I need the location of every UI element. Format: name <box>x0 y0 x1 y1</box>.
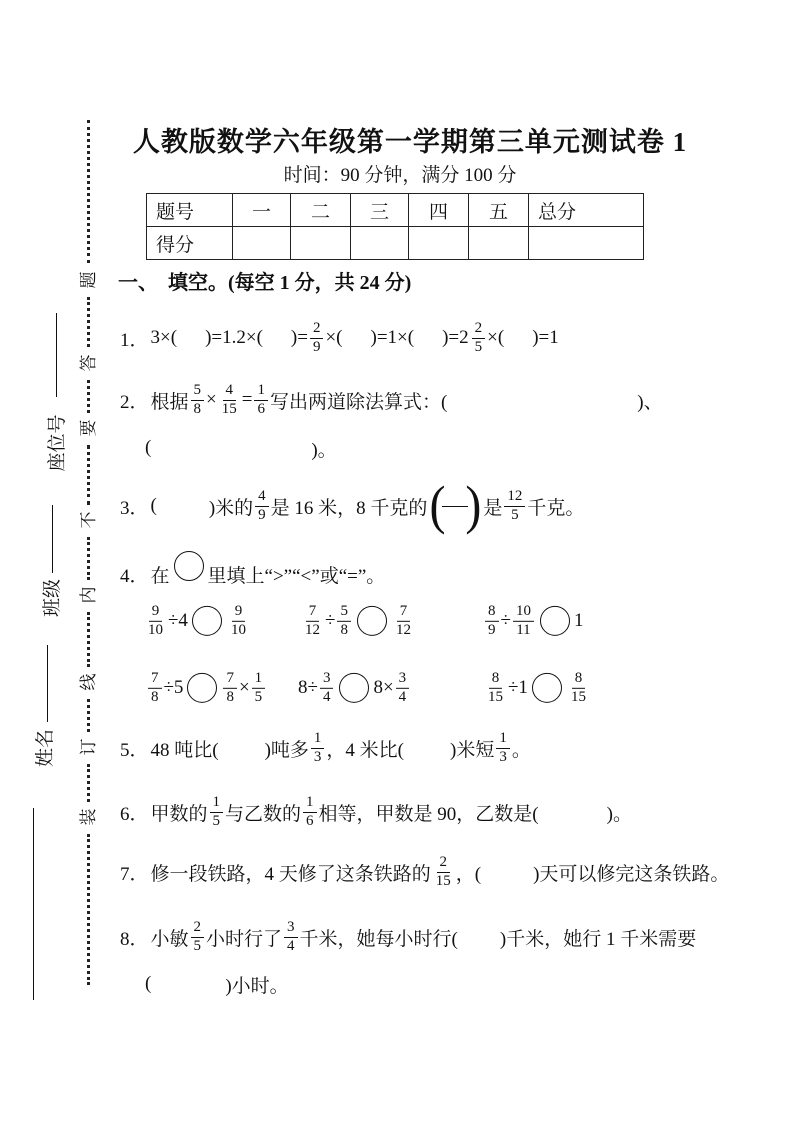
question-3 <box>120 475 585 536</box>
compare-circle[interactable] <box>174 551 204 581</box>
fraction: $\frac{3}{4}$ <box>318 670 336 706</box>
math-text: 甲数的 <box>150 803 208 825</box>
binding-line-char: 内 <box>79 586 98 604</box>
fraction: $\frac{1}{3}$ <box>309 730 327 766</box>
fraction: $\frac{10}{11}$ <box>511 603 536 639</box>
answer-blank[interactable] <box>504 325 532 351</box>
question-number: 2． <box>120 391 149 413</box>
question-5 <box>120 722 531 774</box>
answer-blank[interactable] <box>458 924 500 950</box>
math-text: × <box>206 389 217 410</box>
class-blank-line[interactable] <box>52 505 53 573</box>
binding-line-segment <box>87 445 90 505</box>
math-text: ÷1 <box>508 677 528 698</box>
math-text: × <box>238 677 250 698</box>
compare-circle[interactable] <box>532 673 562 703</box>
math-text: 千克。 <box>527 497 585 519</box>
math-text: 8× <box>373 677 394 698</box>
math-text: ÷4 <box>168 610 188 631</box>
question-number: 1． <box>120 329 149 351</box>
score-header-cell: 总分 <box>529 194 644 227</box>
binding-line-char: 不 <box>79 511 98 529</box>
fraction: $\frac{4}{9}$ <box>253 488 271 524</box>
question-4-row-1 <box>143 595 703 647</box>
binding-line-char: 要 <box>79 419 98 437</box>
page-subtitle: 时间：90 分钟，满分 100 分 <box>283 165 517 186</box>
binding-line-segment <box>87 537 90 580</box>
answer-blank[interactable] <box>151 435 311 461</box>
math-text: 与乙数的 <box>225 803 302 825</box>
fraction: $\frac{5}{8}$ <box>189 382 207 418</box>
big-paren: ( <box>429 475 446 536</box>
score-entry-cell[interactable] <box>469 227 529 260</box>
compare-circle[interactable] <box>187 673 217 703</box>
score-header-cell: 二 <box>291 194 351 227</box>
math-text: 小敏 <box>150 928 189 950</box>
math-text: 根据 <box>150 391 189 413</box>
question-number: 8． <box>120 928 149 950</box>
binding-line-segment <box>87 764 90 802</box>
question-number: 6． <box>120 803 149 825</box>
math-text: )吨多 <box>264 739 309 761</box>
math-text: = <box>241 389 253 410</box>
math-text: )米短 <box>450 739 495 761</box>
binding-line-segment <box>87 297 90 347</box>
math-text: ×( <box>325 327 343 348</box>
math-text: 是 <box>483 497 503 519</box>
score-header-cell: 一 <box>233 194 291 227</box>
math-expression <box>145 435 337 462</box>
fraction: $\frac{1}{6}$ <box>252 382 270 418</box>
score-header-cell: 三 <box>351 194 409 227</box>
math-expression <box>151 559 386 589</box>
fraction: $\frac{3}{4}$ <box>394 670 412 706</box>
question-number: 3． <box>120 497 149 519</box>
question-7 <box>120 846 729 898</box>
name-blank-line[interactable] <box>47 645 48 722</box>
name-label: 姓名 <box>35 729 56 768</box>
comparison-item <box>300 603 416 639</box>
fraction: $\frac{2}{5}$ <box>189 919 207 955</box>
math-expression <box>145 971 289 998</box>
score-header-cell: 题号 <box>147 194 233 227</box>
section-heading: 一、 填空。(每空 1 分，共 24 分) <box>118 272 412 294</box>
binding-line-char: 题 <box>79 271 98 289</box>
math-text: 3×( <box>150 327 178 348</box>
fraction: $\frac{2}{9}$ <box>308 320 326 356</box>
fraction-blank[interactable] <box>429 475 482 536</box>
answer-blank[interactable] <box>539 799 607 825</box>
math-expression <box>151 854 730 890</box>
math-text: 。 <box>511 739 531 761</box>
fraction: $\frac{1}{6}$ <box>301 794 319 830</box>
compare-circle[interactable] <box>339 673 369 703</box>
binding-line-segment <box>87 380 90 413</box>
comparison-item <box>143 603 251 639</box>
math-text: 小时行了 <box>206 928 283 950</box>
score-table <box>146 193 644 260</box>
math-text: 写出两道除法算式：( <box>269 391 448 413</box>
fraction: $\frac{4}{15}$ <box>221 381 237 417</box>
binding-line <box>80 120 98 985</box>
margin-edge-line <box>33 808 34 1000</box>
fraction: $\frac{7}{8}$ <box>221 670 239 706</box>
comparison-item <box>298 670 411 706</box>
question-4 <box>120 548 385 600</box>
binding-line-char: 装 <box>79 808 98 826</box>
score-entry-cell[interactable] <box>529 227 644 260</box>
answer-blank[interactable] <box>177 325 205 351</box>
score-table-score-row <box>147 227 644 260</box>
binding-line-segment <box>87 834 90 985</box>
math-text: ÷ <box>325 610 336 631</box>
answer-blank[interactable] <box>414 325 442 351</box>
question-number: 4． <box>120 565 149 587</box>
math-text: ( <box>145 437 152 458</box>
math-text: 8÷ <box>298 677 318 698</box>
math-text: ，4 米比( <box>326 739 404 761</box>
answer-blank[interactable] <box>481 859 533 885</box>
math-text: 是 16 米，8 千克的 <box>270 497 428 519</box>
seat-number-blank-line[interactable] <box>56 313 57 397</box>
math-text: ×( <box>487 327 505 348</box>
math-expression <box>151 320 559 356</box>
question-1 <box>120 312 559 364</box>
compare-circle[interactable] <box>357 606 387 636</box>
score-entry-cell[interactable] <box>291 227 351 260</box>
math-text: ÷ <box>500 610 511 631</box>
question-2-line-2 <box>145 422 337 474</box>
math-text: )小时。 <box>225 975 289 997</box>
binding-line-char: 订 <box>79 738 98 756</box>
mixed-number: 2 $\frac{2}{5}$ <box>459 320 487 356</box>
math-text: 里填上“>”“<”或“=”。 <box>207 565 386 587</box>
math-expression <box>151 794 632 830</box>
math-text: )=1 <box>532 327 559 348</box>
score-header-cell: 五 <box>469 194 529 227</box>
score-row-label: 得分 <box>147 227 233 260</box>
math-text: ( <box>145 973 152 994</box>
question-2 <box>120 374 663 426</box>
math-text: )天可以修完这条铁路。 <box>533 863 730 885</box>
answer-blank[interactable] <box>219 735 265 761</box>
comparison-item <box>483 603 583 639</box>
math-text: )=1×( <box>370 327 415 348</box>
binding-line-segment <box>87 612 90 667</box>
page-title: 人教版数学六年级第一学期第三单元测试卷 1 <box>132 127 688 157</box>
math-text: )= <box>290 327 308 348</box>
score-entry-cell[interactable] <box>351 227 409 260</box>
fraction: $\frac{7}{8}$ <box>146 670 164 706</box>
fraction: $\frac{1}{3}$ <box>494 730 512 766</box>
math-text: 修一段铁路，4 天修了这条铁路的 <box>150 863 431 885</box>
fraction: $\frac{3}{4}$ <box>282 919 300 955</box>
math-text: )米的 <box>208 497 254 519</box>
math-text: 1 <box>573 610 584 631</box>
math-text: )。 <box>606 803 632 825</box>
comparison-item <box>146 670 267 706</box>
fraction: $\frac{12}{5}$ <box>502 488 527 524</box>
answer-blank[interactable] <box>157 493 209 519</box>
math-text: 相等，甲数是 90，乙数是( <box>318 803 539 825</box>
binding-line-segment <box>87 120 90 263</box>
math-text: )。 <box>311 439 337 461</box>
answer-blank[interactable] <box>404 735 450 761</box>
class-label: 班级 <box>42 579 63 618</box>
fraction: $\frac{7}{12}$ <box>395 602 411 638</box>
math-expression <box>151 730 531 766</box>
seat-number-label: 座位号 <box>47 414 68 472</box>
question-8-line-2 <box>145 958 289 1010</box>
fraction: $\frac{1}{5}$ <box>208 794 226 830</box>
big-paren: ) <box>465 475 482 536</box>
score-table-header-row <box>147 194 644 227</box>
compare-circle[interactable] <box>192 606 222 636</box>
fraction: $\frac{8}{15}$ <box>570 669 586 705</box>
fraction: $\frac{9}{10}$ <box>148 602 163 638</box>
fraction: $\frac{8}{9}$ <box>483 603 501 639</box>
fraction: $\frac{5}{8}$ <box>335 603 353 639</box>
question-number: 5． <box>120 739 149 761</box>
math-text: 千米，她每小时行( <box>299 928 458 950</box>
math-text: )= <box>442 327 460 348</box>
fraction: $\frac{7}{12}$ <box>305 602 320 638</box>
math-expression <box>150 475 585 536</box>
math-expression <box>151 919 697 955</box>
fraction: $\frac{1}{5}$ <box>250 670 268 706</box>
score-entry-cell[interactable] <box>409 227 469 260</box>
answer-blank[interactable] <box>343 325 371 351</box>
fraction: $\frac{9}{10}$ <box>230 602 246 638</box>
score-header-cell: 四 <box>409 194 469 227</box>
binding-line-char: 线 <box>79 673 98 691</box>
fraction: $\frac{2}{15}$ <box>435 853 451 889</box>
answer-blank[interactable] <box>263 325 291 351</box>
math-text: 在 <box>150 565 170 587</box>
question-8 <box>120 911 696 963</box>
fraction: $\frac{8}{15}$ <box>488 669 503 705</box>
compare-circle[interactable] <box>540 606 570 636</box>
score-entry-cell[interactable] <box>233 227 291 260</box>
comparison-item <box>483 670 591 706</box>
math-expression <box>151 382 663 418</box>
math-text: )千米，她行 1 千米需要 <box>499 928 697 950</box>
answer-blank[interactable] <box>151 971 225 997</box>
math-text: ÷5 <box>163 677 184 698</box>
math-text: 48 吨比( <box>150 739 219 761</box>
answer-blank[interactable] <box>447 387 637 413</box>
math-text: )=1.2×( <box>205 327 263 348</box>
binding-line-segment <box>87 699 90 732</box>
math-text: ( <box>150 495 157 516</box>
math-text: )、 <box>637 391 663 413</box>
binding-line-char: 答 <box>79 354 98 372</box>
question-6 <box>120 786 632 838</box>
question-4-row-2 <box>146 662 706 714</box>
math-text: ，( <box>455 863 482 885</box>
question-number: 7． <box>120 863 149 885</box>
